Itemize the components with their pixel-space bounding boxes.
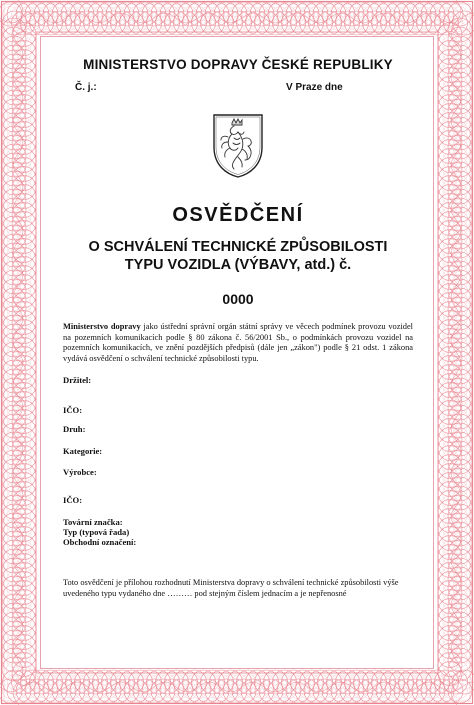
footer-note [63,577,413,599]
certificate-title: OSVĚDČENÍ [172,204,304,226]
intro-text: jako ústřední správní orgán státní správy ve věcech podmínek provozu vozidel na pozemních komunikacích podle § 80 zákona č. 56/2001 Sb., o podmínkách provozu vozidel na pozemních komunikacích, ve znění pozdějších předpisů (dále jen „zákon") podle § 21 odst. 1 zákona vydává osvědčení o schválení technické způsobilosti typu. [63,322,414,363]
category-field: Kategorie: [63,446,103,456]
certificate-content-area [40,36,434,669]
place-date-label: V Praze dne [286,82,343,93]
reference-number-label: Č. j.: [75,82,97,93]
type-field: Typ (typová řada) [63,527,130,537]
footer-line-1: Toto osvědčení je přílohou rozhodnutí Ministerstva dopravy o schválení technické způsobilosti výše [63,578,399,587]
brand-field: Tovární značka: [63,517,123,527]
holder-field: Držitel: [63,375,92,385]
certificate-subtitle [41,238,435,274]
intro-paragraph [63,322,413,364]
subtitle-line-1: O SCHVÁLENÍ TECHNICKÉ ZPŮSOBILOSTI [88,239,388,255]
certificate-number: 0000 [222,291,254,307]
ministry-heading: MINISTERSTVO DOPRAVY ČESKÉ REPUBLIKY [83,57,393,72]
intro-bold-lead: Ministerstvo dopravy [63,322,141,331]
footer-line-2: uvedeného typu vydaného dne ……… pod stejným číslem jednacím a je nepřenosné [63,589,347,598]
subtitle-line-2: TYPU VOZIDLA (VÝBAVY, atd.) č. [124,257,352,273]
czech-lion-coat-of-arms-icon [212,113,264,179]
kind-field: Druh: [63,424,86,434]
manufacturer-field: Výrobce: [63,467,97,477]
trade-name-field: Obchodní označení: [63,537,137,547]
ico-field-manufacturer: IČO: [63,495,83,505]
ico-field-holder: IČO: [63,405,83,415]
